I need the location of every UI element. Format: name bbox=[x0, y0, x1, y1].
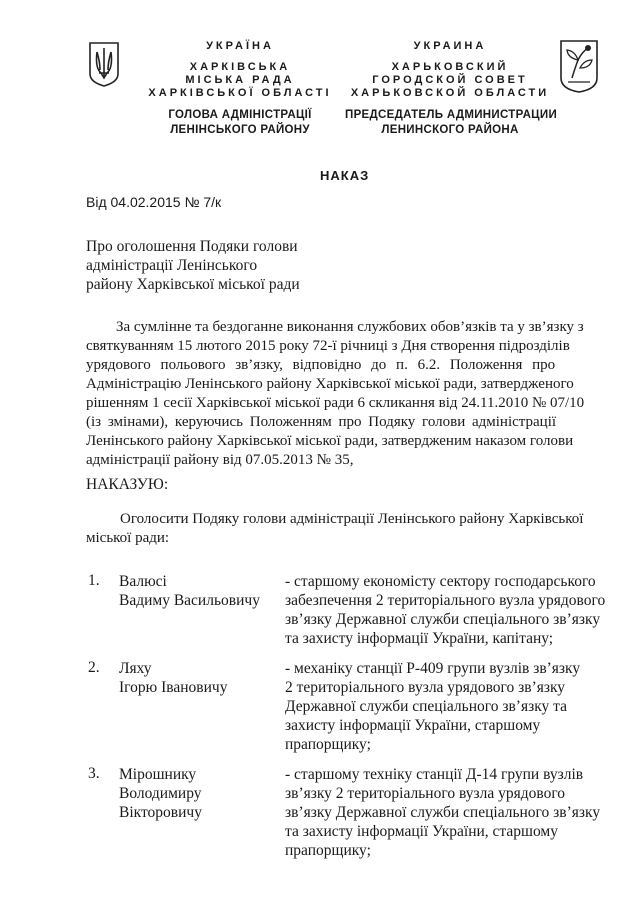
desc-line: - старшому економісту сектору господарського bbox=[285, 573, 596, 590]
header-right-position bbox=[345, 108, 558, 138]
name-line: Вікторовичу bbox=[119, 804, 202, 821]
desc-line: 2 територіального вузла урядового зв’язку bbox=[285, 679, 566, 696]
council-line: ХАРКІВСЬКОЇ ОБЛАСТІ bbox=[148, 87, 332, 99]
desc-line: та захисту інформації України, капітану; bbox=[285, 630, 554, 647]
preamble-line: За сумлінне та бездоганне виконання службових обов’язків та у зв’язку з bbox=[116, 319, 584, 335]
item-number: 1. bbox=[88, 572, 100, 589]
document-subject bbox=[86, 237, 300, 294]
header-left-council bbox=[140, 61, 340, 100]
subject-line: Про оголошення Подяки голови bbox=[86, 238, 298, 255]
item-description bbox=[285, 572, 605, 648]
position-line: ГОЛОВА АДМІНІСТРАЦІЇ bbox=[168, 109, 312, 121]
name-line: Мірошнику bbox=[119, 766, 197, 783]
item-number: 2. bbox=[88, 659, 100, 676]
preamble-line: рішенням 1 сесії Харківської міської ради 6 скликання від 24.11.2010 № 07/10 bbox=[86, 395, 585, 411]
document-date-line: Від 04.02.2015 № 7/к bbox=[86, 194, 222, 210]
subject-line: адміністрації Ленінського bbox=[86, 257, 258, 274]
header-right-council bbox=[345, 61, 555, 100]
desc-line: зв’язку 2 територіального вузла урядового bbox=[285, 785, 566, 802]
position-line: ЛЕНІНСЬКОГО РАЙОНУ bbox=[170, 124, 310, 136]
list-item bbox=[88, 572, 608, 652]
ukraine-trident-emblem bbox=[87, 40, 121, 88]
desc-line: зв’язку Державної служби спеціального зв’язку bbox=[285, 804, 601, 821]
council-line: ХАРЬКОВСКИЙ bbox=[391, 61, 509, 73]
document-preamble bbox=[86, 318, 610, 470]
council-line: МІСЬКА РАДА bbox=[185, 74, 295, 86]
announce-line: міської ради: bbox=[86, 530, 170, 546]
desc-line: забезпечення 2 територіального вузла урядового bbox=[285, 592, 606, 609]
name-line: Валюсі bbox=[119, 573, 167, 590]
item-name bbox=[119, 765, 202, 822]
header-left-position bbox=[140, 108, 340, 138]
position-line: ПРЕДСЕДАТЕЛЬ АДМИНИСТРАЦИИ bbox=[345, 109, 558, 121]
desc-line: Державної служби спеціального зв’язку та bbox=[285, 698, 567, 715]
list-item bbox=[88, 659, 608, 754]
preamble-line: адміністрації району від 07.05.2013 № 35, bbox=[86, 452, 354, 468]
preamble-line: урядового польового зв’язку, відповідно до п. 6.2. Положення про bbox=[86, 357, 556, 373]
preamble-line: Адміністрацію Ленінського району Харківської міської ради, затвердженого bbox=[86, 376, 574, 392]
preamble-line: (із змінами), керуючись Положенням про Подяку голови адміністрації bbox=[86, 414, 557, 430]
desc-line: - механіку станції Р-409 групи вузлів зв’язку bbox=[285, 660, 581, 677]
council-line: ХАРЬКОВСКОЙ ОБЛАСТИ bbox=[350, 87, 550, 99]
item-number: 3. bbox=[88, 765, 100, 782]
desc-line: прапорщику; bbox=[285, 842, 371, 859]
preamble-line: святкуванням 15 лютого 2015 року 72-ї річниці з Дня створення підрозділів bbox=[86, 338, 570, 354]
position-line: ЛЕНИНСКОГО РАЙОНА bbox=[381, 124, 519, 136]
item-name bbox=[119, 572, 260, 610]
council-line: ХАРКІВСЬКА bbox=[189, 61, 291, 73]
desc-line: та захисту інформації України, старшому bbox=[285, 823, 558, 840]
item-description bbox=[285, 659, 580, 754]
header-left-country: УКРАЇНА bbox=[206, 40, 274, 52]
name-line: Ігорю Івановичу bbox=[119, 679, 228, 696]
name-line: Вадиму Васильовичу bbox=[119, 592, 260, 609]
council-line: ГОРОДСКОЙ СОВЕТ bbox=[372, 74, 528, 86]
order-word: НАКАЗУЮ: bbox=[86, 476, 169, 493]
name-line: Ляху bbox=[119, 660, 152, 677]
kharkiv-coat-of-arms bbox=[558, 38, 600, 94]
announce-line: Оголосити Подяку голови адміністрації Ленінського району Харківської bbox=[120, 511, 584, 527]
item-name bbox=[119, 659, 227, 697]
desc-line: захисту інформації України, старшому bbox=[285, 717, 541, 734]
desc-line: зв’язку Державної служби спеціального зв’язку bbox=[285, 611, 601, 628]
list-item bbox=[88, 765, 608, 860]
preamble-line: Ленінського району Харківської міської ради, затвердженим наказом голови bbox=[86, 433, 574, 449]
desc-line: прапорщику; bbox=[285, 736, 371, 753]
subject-line: району Харківської міської ради bbox=[86, 276, 300, 293]
header-right-country: УКРАИНА bbox=[413, 40, 487, 52]
item-description bbox=[285, 765, 600, 860]
announcement bbox=[86, 510, 616, 548]
name-line: Володимиру bbox=[119, 785, 202, 802]
desc-line: - старшому техніку станції Д-14 групи вузлів bbox=[285, 766, 584, 783]
document-title: НАКАЗ bbox=[320, 168, 370, 183]
